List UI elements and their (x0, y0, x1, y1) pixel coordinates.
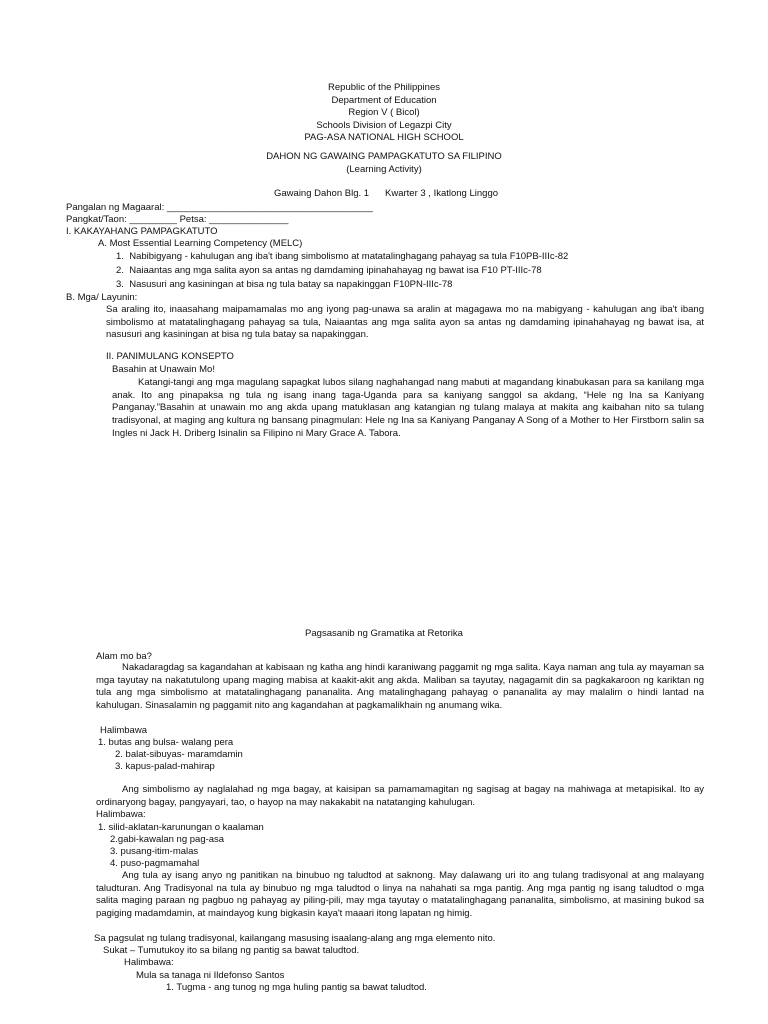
basahin-heading: Basahin at Unawain Mo! (112, 364, 215, 375)
melc-heading: A. Most Essential Learning Competency (MELC) (98, 238, 303, 249)
header-line-region: Region V ( Bicol) (348, 107, 420, 118)
sukat-line: Sukat – Tumutukoy ito sa bilang ng pantig sa bawat taludtod. (103, 945, 360, 956)
halimbawa-item: 2.gabi-kawalan ng pag-asa (110, 834, 225, 845)
section-kakayahan-heading: I. KAKAYAHANG PAMPAGKATUTO (66, 226, 218, 237)
halimbawa-label: Halimbawa: (96, 809, 146, 820)
panimulang-paragraph: Katangi-tangi ang mga magulang sapagkat lubos silang naghahangad nang mabuti at magandang kinabukasan para sa kanilang mga anak. Ito ang pinapaksa ng tula ng isang inang taga-Uganda para sa kaniyang sanggol sa akdang, “Hele ng Ina sa Kaniyang Panganay.”Basahin at unawain mo ang akda upang matuklasan ang katangian ng tulang malaya at makita ang kaibahan nito sa tulang tradisyonal, at maging ang kultura ng bansang pinagmulan: Hele ng Ina sa Kaniyang Panganay A Song of a Mother to Her Firstborn salin sa Ingles ni Jack H. Driberg Isinalin sa Filipino ni Mary Grace A. Tabora. (112, 377, 704, 439)
header-line-school: PAG-ASA NATIONAL HIGH SCHOOL (304, 132, 464, 143)
melc-item: 2. Naiaantas ang mga salita ayon sa antas ng damdaming ipinahahayag ng bawat isa F10 PT-IIIc-78 (116, 265, 542, 276)
layunin-paragraph: Sa araling ito, inaasahang maipamamalas mo ang iyong pag-unawa sa aralin at magagawa mo na mabigyang - kahulugan ang iba't ibang simbolismo at matatalinghagang pahayag sa tula, Naiaantas ang mga salita ayon sa antas ng damdaming ipinahahayag ng bawat isa, at nasusuri ang kasiningan at bisa ng tula batay sa napakinggan. (106, 304, 704, 341)
halimbawa-label: Halimbawa (100, 725, 147, 736)
document-title: DAHON NG GAWAING PAMPAGKATUTO SA FILIPINO (266, 151, 502, 162)
tugma-line: 1. Tugma - ang tunog ng mga huling pantig sa bawat taludtod. (166, 982, 427, 993)
halimbawa-item: 4. puso-pagmamahal (110, 858, 200, 869)
halimbawa-item: 3. pusang-itim-malas (110, 846, 199, 857)
halimbawa-item: 1. butas ang bulsa- walang pera (98, 737, 234, 748)
student-name-field: Pangalan ng Magaaral: _______________________________________ (66, 202, 373, 213)
document-header (0, 82, 768, 145)
tula-paragraph: Ang tula ay isang anyo ng panitikan na binubuo ng taludtod at saknong. May dalawang uri ito ang tulang tradisyonal at ang malayang taludturan. Ang Tradisyonal na tula ay binubuo ng mga taludtod o linya na nahahati sa mga pantig. Ang mga pantig ng isang taludtod o mga salita maging paraan ng pagbuo ng pahayag ay piling-pili, may mga tayutay o matatalinghagang pananalita, simbolismo, at masining bukod sa pagiging madamdamin, at maindayog kung bigkasin kaya't maaari itong lapatan ng himig. (96, 870, 704, 920)
talinghaga-paragraph: Nakadaragdag sa kagandahan at kabisaan ng katha ang hindi karaniwang paggamit ng mga salita. Kaya naman ang tula ay mayaman sa mga tayutay na nakatutulong upang maging mabisa at kaakit-akit ang akda. Maliban sa tayutay, nagagamit din sa pagkakaroon ng kariktan ng tula ang mga simbolismo at matatalinghagang pananalita. Ang matalinghagang pahayag o pananalita ay may malalim o hindi lantad na kahulugan. Sinasalamin ng paggamit nito ang kagandahan at pagkamalikhain ng anumang wika. (96, 662, 704, 712)
simbolismo-paragraph: Ang simbolismo ay naglalahad ng mga bagay, at kaisipan sa pamamamagitan ng sagisag at bagay na mahiwaga at metapisikal. Ito ay ordinaryong bagay, pangyayari, tao, o hayop na may nakakabit na natatanging kahulugan. (96, 784, 704, 808)
halimbawa-item: 2. balat-sibuyas- maramdamin (115, 749, 243, 760)
header-line-division: Schools Division of Legazpi City (316, 119, 452, 131)
quarter-week: Kwarter 3 , Ikatlong Linggo (385, 188, 499, 199)
section-date-field: Pangkat/Taon: _________ Petsa: _______________ (66, 214, 289, 225)
melc-item: 3. Nasusuri ang kasiningan at bisa ng tula batay sa napakinggan F10PN-IIIc-78 (116, 279, 453, 290)
document-title-block (0, 151, 768, 176)
melc-item: 1. Nabibigyang - kahulugan ang iba't ibang simbolismo at matatalinghagang pahayag sa tula F10PB-IIIc-82 (116, 251, 569, 262)
halimbawa-label: Halimbawa: (124, 957, 174, 968)
tanaga-source-line: Mula sa tanaga ni Ildefonso Santos (136, 970, 285, 981)
alam-mo-ba-heading: Alam mo ba? (96, 651, 152, 662)
panimulang-konsepto-heading: II. PANIMULANG KONSEPTO (106, 351, 234, 362)
sheet-number: Gawaing Dahon Blg. 1 (274, 188, 370, 199)
document-subtitle: (Learning Activity) (346, 163, 422, 175)
header-line-republic: Republic of the Philippines (328, 82, 440, 93)
halimbawa-item: 3. kapus-palad-mahirap (115, 761, 215, 772)
layunin-heading: B. Mga/ Layunin: (66, 292, 138, 303)
header-line-department: Department of Education (331, 94, 437, 106)
gramatika-title: Pagsasanib ng Gramatika at Retorika (305, 628, 463, 639)
halimbawa-item: 1. silid-aklatan-karunungan o kaalaman (98, 822, 264, 833)
pagsulat-line: Sa pagsulat ng tulang tradisyonal, kailangang masusing isaalang-alang ang mga elemento nito. (94, 933, 496, 944)
